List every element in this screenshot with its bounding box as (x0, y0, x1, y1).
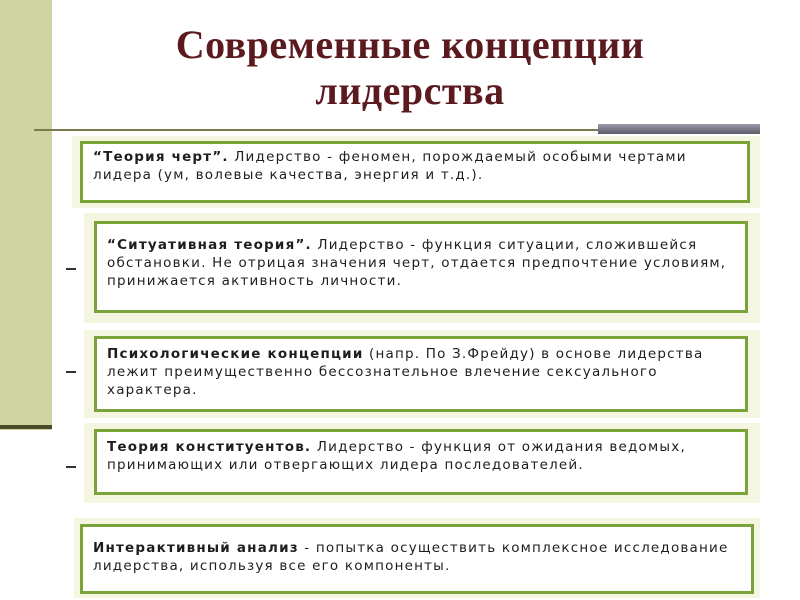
sidebar-divider (0, 425, 52, 429)
sidebar-decoration (0, 0, 52, 430)
concept-box-trait-theory (72, 136, 760, 208)
concept-box-constituent-theory (84, 423, 760, 503)
concept-text: Лидерство - феномен, порождаемый особыми чертами лидера (ум, волевые качества, энергия и т.д.). (93, 149, 687, 183)
title-line-2: лидерства (315, 68, 505, 113)
concept-box-interactive-analysis (74, 518, 760, 598)
concept-box-content (94, 221, 748, 313)
concept-title: Теория конституентов. (107, 439, 312, 455)
concept-title: “Теория черт”. (93, 149, 229, 165)
concept-title: “Ситуативная теория”. (107, 237, 312, 253)
bullet-dash (66, 371, 76, 373)
concept-box-content (80, 141, 750, 203)
concept-box-psychological-concepts (84, 330, 760, 418)
concept-box-situational-theory (84, 213, 760, 323)
concept-title: Интерактивный анализ (93, 540, 299, 556)
concept-box-content (80, 524, 754, 594)
concept-text: - попытка осуществить комплексное исследование лидерства, используя все его компоненты. (93, 540, 729, 574)
concept-box-content (94, 429, 748, 495)
concept-title: Психологические концепции (107, 346, 364, 362)
bullet-dash (66, 466, 76, 468)
title-line-1: Современные концепции (175, 22, 645, 67)
slide-title (60, 22, 760, 114)
concept-text: Лидерство - функция ситуации, сложившейся обстановки. Не отрицая значения черт, отдается предпочтение условиям, принижается активность личности. (107, 237, 727, 289)
bullet-dash (66, 268, 76, 270)
title-underline-accent (598, 124, 760, 134)
concept-box-content (94, 336, 748, 412)
concept-text: (напр. По З.Фрейду) в основе лидерства лежит преимущественно бессознательное влечение сексуального характера. (107, 346, 704, 398)
concept-text: Лидерство - функция от ожидания ведомых, принимающих или отвергающих лидера последователей. (107, 439, 686, 473)
